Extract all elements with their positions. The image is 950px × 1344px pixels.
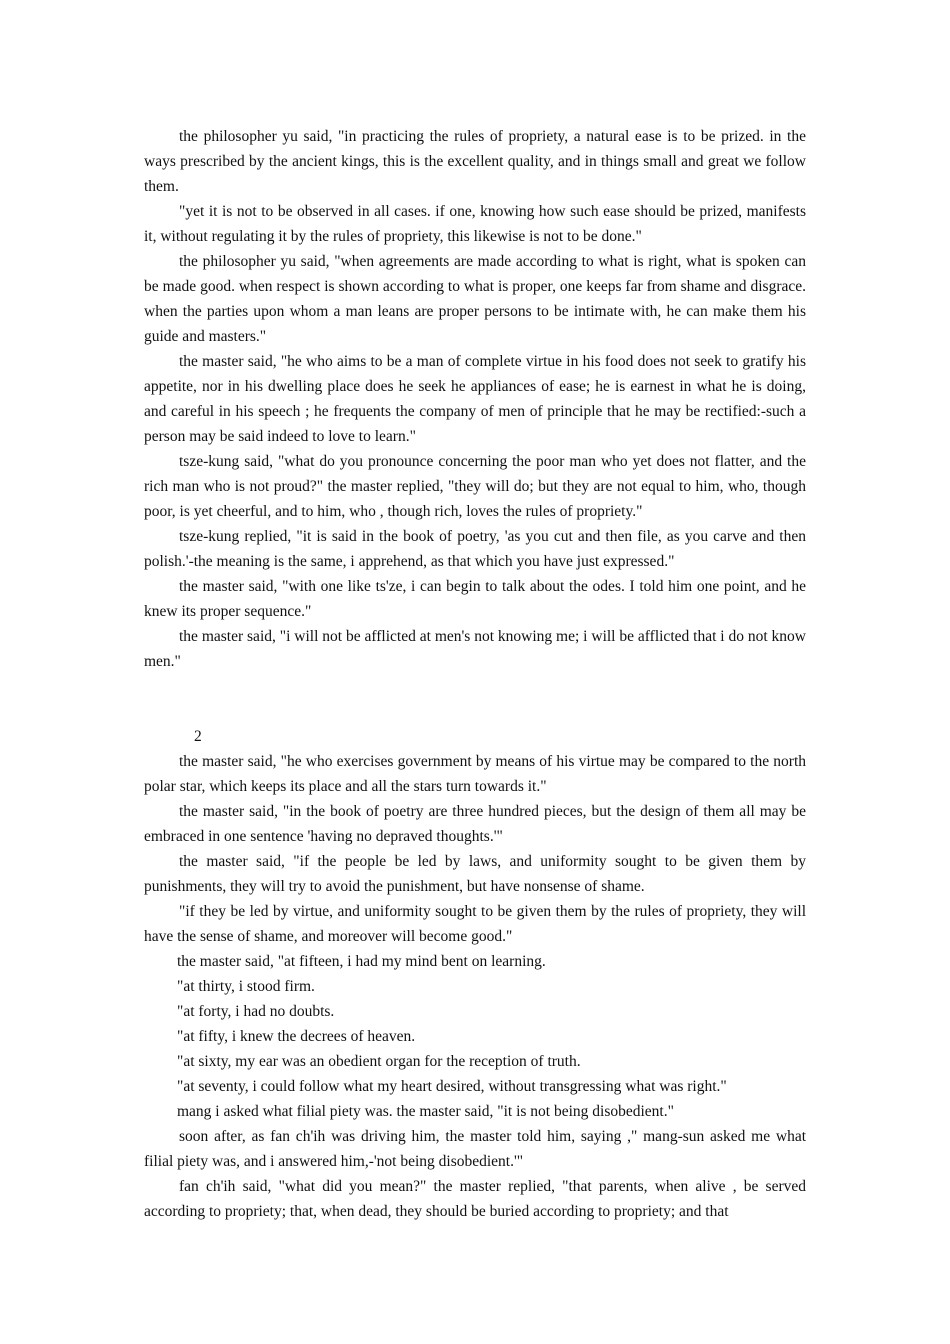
document-page: [144, 124, 806, 1224]
paragraph: tsze-kung said, "what do you pronounce concerning the poor man who yet does not flatter, and the rich man who is not proud?" the master replied, "they will do; but they are not equal to him, who, though poor, is yet cheerful, and to him, who , though rich, loves the rules of propriety.": [144, 453, 806, 520]
paragraph: "at thirty, i stood firm.: [177, 978, 315, 995]
book-1-section: [144, 124, 806, 674]
paragraph: "at seventy, i could follow what my heart desired, without transgressing what was right.": [177, 1078, 727, 1095]
paragraph: the master said, "he who aims to be a man of complete virtue in his food does not seek to gratify his appetite, nor in his dwelling place does he seek he appliances of ease; he is earnest in what he is doing, and careful in his speech ; he frequents the company of men of principle that he may be rectified:-such a person may be said indeed to love to learn.": [144, 353, 806, 445]
paragraph: the master said, "he who exercises government by means of his virtue may be compared to the north polar star, which keeps its place and all the stars turn towards it.": [144, 753, 806, 795]
paragraph: the master said, "at fifteen, i had my mind bent on learning.: [177, 953, 546, 970]
paragraph: the master said, "i will not be afflicted at men's not knowing me; i will be afflicted that i do not know men.": [144, 628, 806, 670]
paragraph: tsze-kung replied, "it is said in the book of poetry, 'as you cut and then file, as you carve and then polish.'-the meaning is the same, i apprehend, as that which you have just expressed.": [144, 528, 806, 570]
paragraph: soon after, as fan ch'ih was driving him, the master told him, saying ," mang-sun asked me what filial piety was, and i answered him,-'not being disobedient.'": [144, 1128, 806, 1170]
paragraph: mang i asked what filial piety was. the master said, "it is not being disobedient.": [177, 1103, 674, 1120]
paragraph: "at forty, i had no doubts.: [177, 1003, 335, 1020]
paragraph: the master said, "if the people be led by laws, and uniformity sought to be given them by punishments, they will try to avoid the punishment, but have nonsense of shame.: [144, 853, 806, 895]
paragraph: "at sixty, my ear was an obedient organ for the reception of truth.: [177, 1053, 581, 1070]
section-gap: [144, 674, 806, 724]
section-number: 2: [194, 728, 202, 745]
paragraph: "yet it is not to be observed in all cases. if one, knowing how such ease should be prized, manifests it, without regulating it by the rules of propriety, this likewise is not to be done.": [144, 203, 806, 245]
paragraph: fan ch'ih said, "what did you mean?" the master replied, "that parents, when alive , be served according to propriety; that, when dead, they should be buried according to propriety; and that: [144, 1178, 806, 1220]
book-2-section: [144, 724, 806, 1224]
paragraph: "if they be led by virtue, and uniformity sought to be given them by the rules of propriety, they will have the sense of shame, and moreover will become good.": [144, 903, 806, 945]
paragraph: the master said, "in the book of poetry are three hundred pieces, but the design of them all may be embraced in one sentence 'having no depraved thoughts.'": [144, 803, 806, 845]
paragraph: the philosopher yu said, "when agreements are made according to what is right, what is spoken can be made good. when respect is shown according to what is proper, one keeps far from shame and disgrace. when the parties upon whom a man leans are proper persons to be intimate with, he can make them his guide and masters.": [144, 253, 806, 345]
paragraph: "at fifty, i knew the decrees of heaven.: [177, 1028, 416, 1045]
paragraph: the master said, "with one like ts'ze, i can begin to talk about the odes. I told him one point, and he knew its proper sequence.": [144, 578, 806, 620]
paragraph: the philosopher yu said, "in practicing the rules of propriety, a natural ease is to be prized. in the ways prescribed by the ancient kings, this is the excellent quality, and in things small and great we follow them.: [144, 128, 806, 195]
